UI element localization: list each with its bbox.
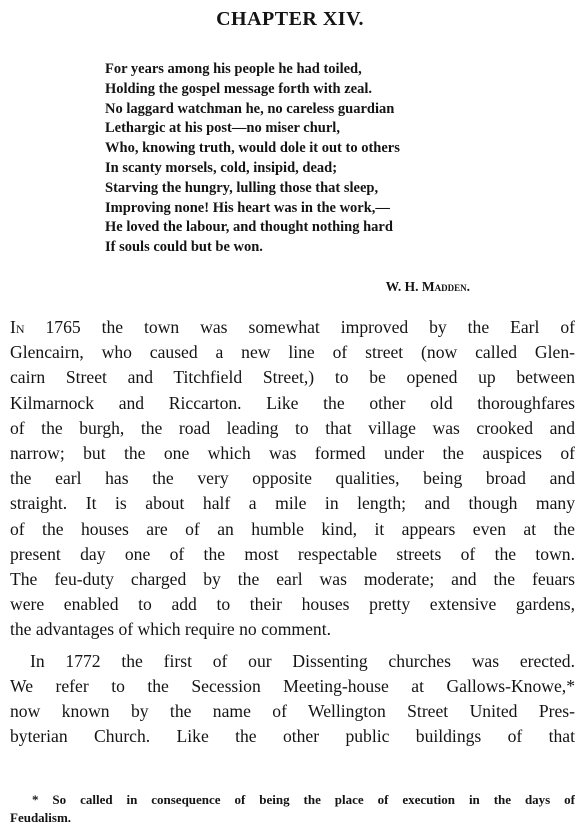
text-line: now known by the name of Wellington Street United Pres-	[10, 701, 575, 722]
body-text	[10, 315, 575, 749]
text-line: Kilmarnock and Riccarton. Like the other old thoroughfares	[10, 392, 575, 413]
verse-line: Who, knowing truth, would dole it out to others	[105, 140, 400, 157]
verse-line: In scanty morsels, cold, insipid, dead;	[105, 159, 338, 176]
text-line-content: 1765 the town was somewhat improved by the Earl of	[24, 317, 575, 337]
text-line: cairn Street and Titchfield Street,) to be opened up between	[10, 367, 575, 388]
attribution-surname: Madden.	[421, 279, 470, 294]
text-line: of the houses are of an humble kind, it appears even at the	[10, 518, 575, 539]
verse-line: If souls could but be won.	[105, 239, 263, 256]
text-line: straight. It is about half a mile in length; and though many	[10, 493, 575, 514]
footnote-line: Feudalism.	[10, 810, 72, 825]
text-line: The feu-duty charged by the earl was moderate; and the feuars	[10, 569, 575, 590]
paragraph-lead-word: In	[10, 317, 25, 337]
text-line: narrow; but the one which was formed under the auspices of	[10, 443, 575, 464]
verse-line: Starving the hungry, lulling those that sleep,	[105, 179, 379, 196]
paragraph-2	[10, 649, 575, 750]
text-line: Glencairn, who caused a new line of street (now called Glen-	[10, 342, 575, 363]
footnote	[10, 791, 575, 827]
text-line: were enabled to add to their houses pretty extensive gardens,	[10, 594, 575, 615]
chapter-heading: CHAPTER XIV.	[216, 8, 364, 30]
epigraph-attribution	[300, 279, 470, 295]
footnote-line: * So called in consequence of being the place of execution in the days of	[32, 792, 575, 807]
text-line: byterian Church. Like the other public buildings of that	[10, 726, 575, 747]
text-line: the earl has the very opposite qualities, being broad and	[10, 468, 575, 489]
verse-line: He loved the labour, and thought nothing hard	[105, 219, 393, 236]
text-line: the advantages of which require no comment.	[10, 619, 331, 640]
paragraph-1	[10, 315, 575, 643]
text-line: In 1772 the first of our Dissenting churches was erected.	[30, 650, 575, 671]
text-line: We refer to the Secession Meeting-house at Gallows-Knowe,*	[10, 675, 575, 696]
text-line: of the burgh, the road leading to that village was crooked and	[10, 417, 575, 438]
verse-line: Improving none! His heart was in the work,—	[105, 199, 390, 216]
verse-line: For years among his people he had toiled,	[105, 61, 362, 77]
verse-line: No laggard watchman he, no careless guardian	[105, 100, 395, 117]
verse-line: Lethargic at his post—no miser churl,	[105, 120, 340, 137]
text-line: present day one of the most respectable streets of the town.	[10, 543, 575, 564]
verse-line: Holding the gospel message forth with zeal.	[105, 80, 373, 97]
attribution-initials: W. H.	[385, 279, 422, 294]
text-line	[10, 315, 575, 340]
epigraph-poem	[105, 60, 485, 258]
